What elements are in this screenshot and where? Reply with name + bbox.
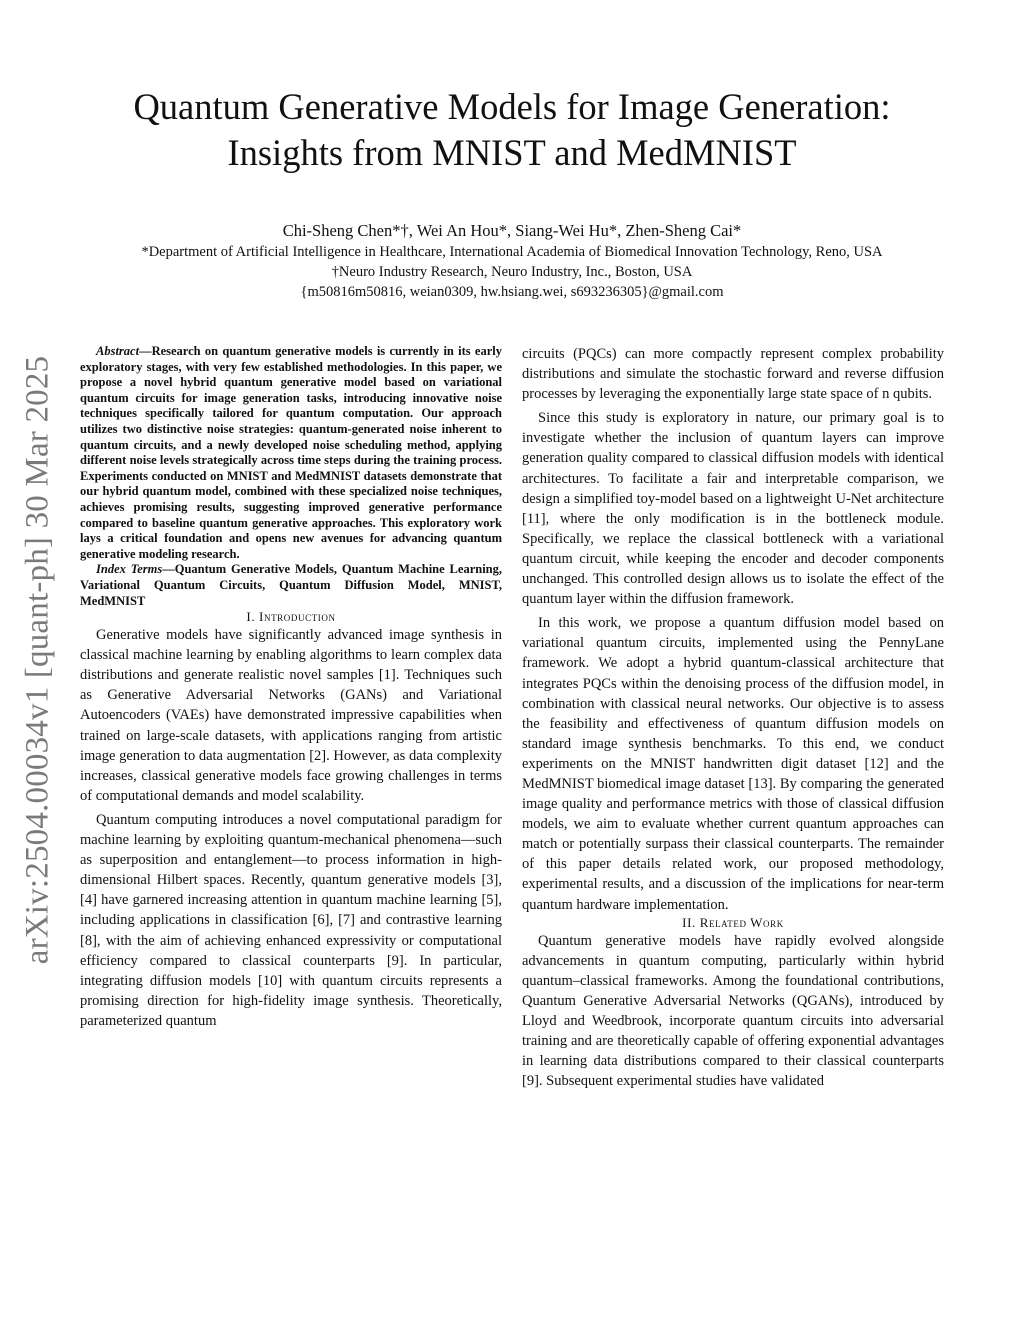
paper-title [40,84,984,176]
title-line-2: Insights from MNIST and MedMNIST [227,132,797,173]
abstract-text: —Research on quantum generative models is currently in its early exploratory stages, with very few established methodologies. In this paper, we propose a novel hybrid quantum generative model based on variational quantum circuits for image generation tasks, introducing innovative noise techniques specifically tailored for quantum computation. Our approach utilizes two distinctive noise strategies: quantum-generated noise inherent to quantum circuits, and a newly developed noise scheduling method, applying different noise levels strategically across time steps during the training process. Experiments conducted on MNIST and MedMNIST datasets demonstrate that our hybrid quantum model, combined with these specialized noise techniques, achieves promising results, suggesting improved generative performance compared to baseline quantum generative approaches. This exploratory work lays a critical foundation and opens new avenues for advancing quantum generative modeling research. [80,344,502,561]
title-line-1: Quantum Generative Models for Image Generation: [133,86,891,127]
left-column [80,344,502,1031]
arxiv-sidebar-stamp [12,330,64,990]
affiliation-1: *Department of Artificial Intelligence in Healthcare, International Academia of Biomedical Innovation Technology, Reno, USA [141,244,883,260]
arxiv-identifier: arXiv:2504.00034v1 [quant-ph] 30 Mar 2025 [19,355,56,965]
abstract-label: Abstract [96,344,140,358]
index-terms-label: Index Terms [96,562,163,577]
related-paragraph-1: Quantum generative models have rapidly evolved alongside advancements in quantum computing, particularly within hybrid quantum–classical frameworks. Among the foundational contributions, Quantum Generative Adversarial Networks (QGANs), introduced by Lloyd and Weedbrook, incorporate quantum circuits into adversarial training and are theoretically capable of offering exponential advantages in learning data distributions compared to their classical counterparts [9]. Subsequent experimental studies have validated [522,932,944,1090]
right-column [522,344,944,1091]
affiliation-2: †Neuro Industry Research, Neuro Industry, Inc., Boston, USA [331,264,693,280]
intro-paragraph-4: In this work, we propose a quantum diffusion model based on variational quantum circuits, implemented using the PennyLane framework. We adopt a hybrid quantum-classical architecture that integrates PQCs within the denoising process of the diffusion model, in combination with classical neural networks. Our objective is to assess the feasibility and effectiveness of quantum diffusion models on standard image synthesis benchmarks. To this end, we conduct experiments on the MNIST handwritten digit dataset [12] and the MedMNIST biomedical image dataset [13]. By comparing the generated image quality and performance metrics with those of classical diffusion models, we aim to evaluate whether current quantum approaches can match or potentially surpass their classical counterparts. The remainder of this paper details related work, our proposed methodology, experimental results, and a discussion of the implications for near-term quantum hardware implementation. [522,615,944,913]
index-terms [80,562,502,609]
author-emails: {m50816m50816, weian0309, hw.hsiang.wei, s693236305}@gmail.com [300,284,724,300]
author-block [60,220,964,302]
author-names: Chi-Sheng Chen*†, Wei An Hou*, Siang-Wei Hu*, Zhen-Sheng Cai* [282,221,742,240]
abstract [80,344,502,562]
intro-paragraph-3: Since this study is exploratory in nature, our primary goal is to investigate whether the inclusion of quantum layers can improve generation quality compared to classical diffusion models with identical architectures. To facilitate a fair and interpretable comparison, we design a simplified toy-model based on a lightweight U-Net architecture [11], where the only modification is in the bottleneck module. Specifically, we replace the classical bottleneck with a variational quantum circuit, while keeping the encoder and decoder components unchanged. This controlled design allows us to isolate the effect of the quantum layer within the diffusion framework. [522,410,944,608]
intro-paragraph-1: Generative models have significantly advanced image synthesis in classical machine learning by enabling algorithms to learn complex data distributions and generate realistic novel samples [1]. Techniques such as Generative Adversarial Networks (GANs) and Variational Autoencoders (VAEs) have demonstrated impressive capabilities when trained on large-scale datasets, with applications ranging from artistic image generation to data augmentation [2]. However, as data complexity increases, classical generative models face growing challenges in terms of computational demands and model scalability. [80,627,502,804]
section-heading-related-work: II. Related Work [682,914,784,930]
intro-paragraph-2: Quantum computing introduces a novel computational paradigm for machine learning by exploiting quantum-mechanical phenomena—such as superposition and entanglement—to process information in high-dimensional Hilbert spaces. Recently, quantum generative models [3], [4] have garnered increasing attention in quantum machine learning [5], including applications in classification [6], [7] and contrastive learning [8], with the aim of achieving enhanced expressivity or computational efficiency compared to classical counterparts [9]. In particular, integrating diffusion models [10] with quantum circuits represents a promising direction for high-fidelity image synthesis. Theoretically, parameterized quantum [80,811,502,1029]
intro-paragraph-2-continued: circuits (PQCs) can more compactly represent complex probability distributions and simulate the stochastic forward and reverse diffusion processes by leveraging the exponentially large state space of n qubits. [522,346,944,403]
section-heading-introduction: I. Introduction [246,609,336,625]
index-terms-text: —Quantum Generative Models, Quantum Machine Learning, Variational Quantum Circuits, Quantum Diffusion Model, MNIST, MedMNIST [80,562,502,608]
